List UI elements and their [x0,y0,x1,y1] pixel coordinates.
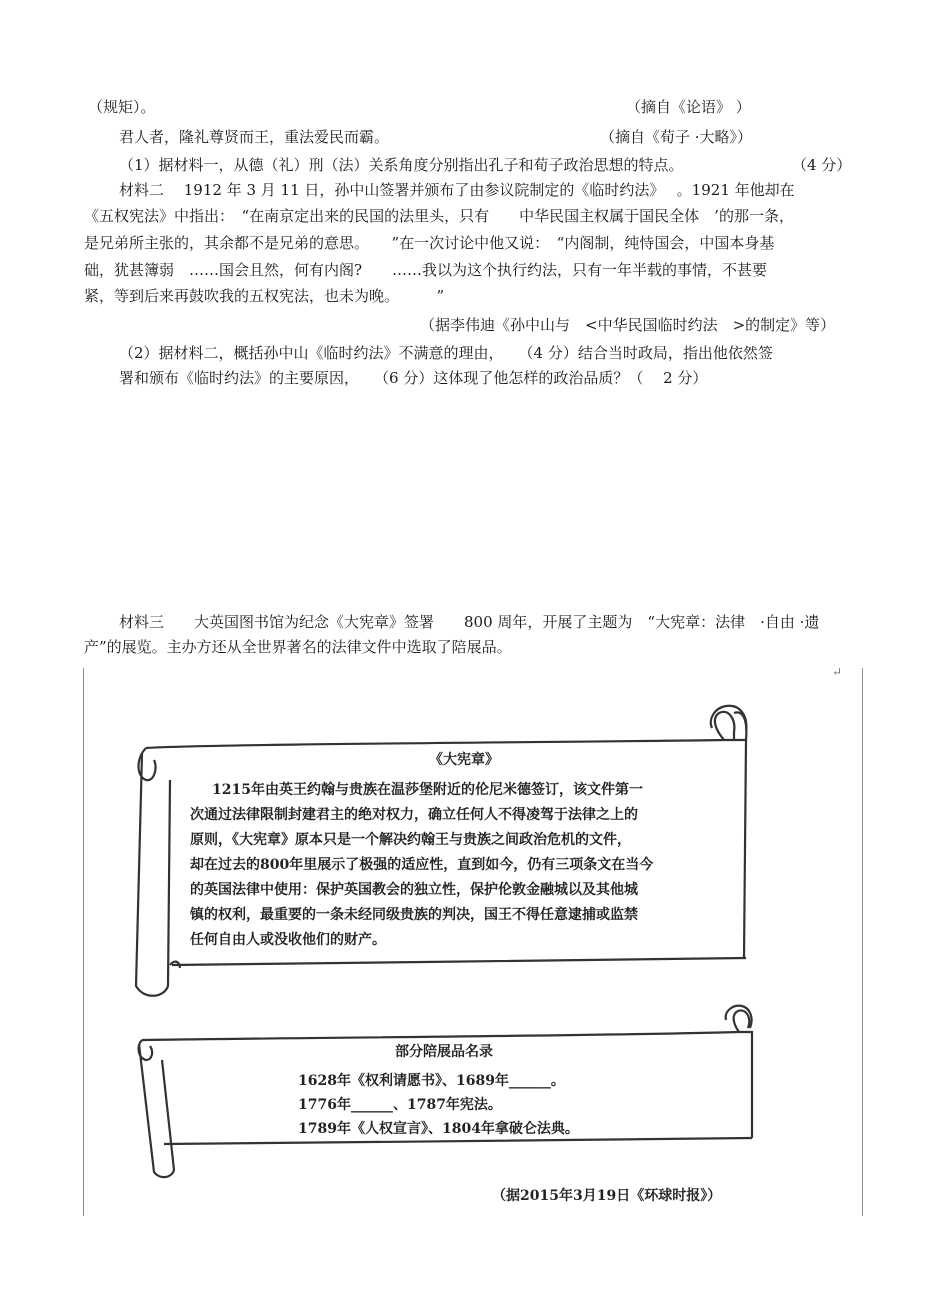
scroll-1-line: 镇的权利，最重要的一条未经同级贵族的判决，国王不得任意逮捕或监禁 [190,907,638,923]
scroll-2-line: 1628年《权利请愿书》、1689年______。 [298,1073,565,1089]
text-line: （规矩）。 [88,98,156,116]
material-3-line: 产”的展览。主办方还从全世界著名的法律文件中选取了陪展品。 [84,638,512,656]
question-2: （2）据材料二，概括孙中山《临时约法》不满意的理由， （4 分）结合当时政局，指出他依然签 [119,344,773,362]
scroll-1-line: 任何自由人或没收他们的财产。 [190,932,386,948]
text-line-source: （摘自《荀子 ·大略》） [600,128,753,146]
return-mark-icon: ↵ [832,665,843,679]
scroll-1-title: 《大宪章》 [429,752,499,768]
question-1-score: （4 分） [792,156,852,174]
figure-source: （据2015年3月19日《环球时报》） [492,1188,722,1204]
scroll-1-line: 的英国法律中使用：保护英国教会的独立性，保护伦敦金融城以及其他城 [190,882,638,898]
scroll-2-line: 1789年《人权宣言》、1804年拿破仑法典。 [298,1121,579,1137]
text-line-source: （摘自《论语》 ） [626,98,751,116]
material-2-line: 材料二 1912 年 3 月 11 日，孙中山签署并颁布了由参议院制定的《临时约法》 。1921 年他却在 [119,181,795,199]
scroll-1-line: 却在过去的800年里展示了极强的适应性，直到如今，仍有三项条文在当今 [190,857,654,873]
material-2-source: （据李伟迪《孙中山与 <中华民国临时约法 >的制定》等） [420,316,836,334]
question-2: 署和颁布《临时约法》的主要原因， （6 分）这体现了他怎样的政治品质？（ 2 分） [119,369,708,387]
magna-carta-figure [83,665,863,1216]
scroll-2-line: 1776年______、1787年宪法。 [298,1097,502,1113]
material-2-line: 是兄弟所主张的，其余都不是兄弟的意思。 ”在一次讨论中他又说： “内阁制，纯恃国会，中国本身基 [84,234,775,252]
material-2-line: 紧，等到后来再鼓吹我的五权宪法，也未为晚。 ” [84,287,445,305]
text-line: 君人者，隆礼尊贤而王，重法爱民而霸。 [119,128,390,146]
scroll-1-line: 原则，《大宪章》原本只是一个解决约翰王与贵族之间政治危机的文件， [190,832,631,848]
scroll-1-line: 次通过法律限制封建君主的绝对权力，确立任何人不得凌驾于法律之上的 [190,807,638,823]
scroll-2-title: 部分陪展品名录 [395,1044,493,1060]
material-2-line: 《五权宪法》中指出： “在南京定出来的民国的法里头，只有 中华民国主权属于国民全体 ’的那一条， [84,207,794,225]
material-2-line: 础，犹甚簿弱 ……国会且然，何有内阁? ……我以为这个执行约法，只有一年半载的事情，不甚要 [84,261,768,279]
scroll-1-line: 1215年由英王约翰与贵族在温莎堡附近的伦尼米德签订，该文件第一 [212,782,643,798]
question-1: （1）据材料一，从德（礼）刑（法）关系角度分别指出孔子和荀子政治思想的特点。 [119,156,684,174]
material-3-line: 材料三 大英国图书馆为纪念《大宪章》签署 800 周年，开展了主题为 “大宪章：法律 ·自由 ·遗 [119,613,820,631]
